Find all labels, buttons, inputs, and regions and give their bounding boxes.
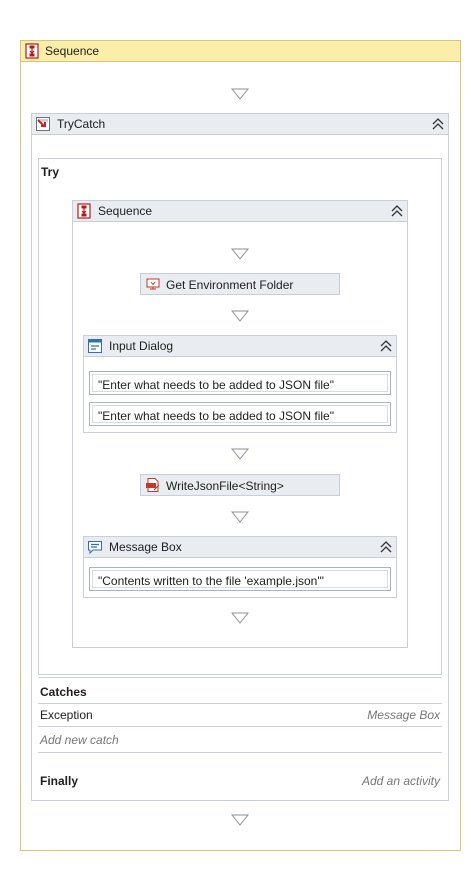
sequence-icon <box>76 203 92 219</box>
trycatch-title: TryCatch <box>57 117 106 131</box>
inner-sequence-header[interactable] <box>73 201 407 222</box>
catches-divider <box>38 677 442 678</box>
catch-handler[interactable]: Message Box <box>367 708 440 722</box>
outer-sequence-header[interactable] <box>21 41 460 62</box>
message-box-icon <box>87 539 103 555</box>
message-box-text-field[interactable] <box>89 567 391 591</box>
catch-row[interactable] <box>38 704 442 726</box>
input-dialog-label-field[interactable] <box>89 402 391 426</box>
collapse-icon[interactable] <box>390 204 404 218</box>
input-dialog-header[interactable] <box>84 336 396 357</box>
trycatch-icon <box>35 116 51 132</box>
drop-arrow-icon[interactable] <box>231 248 249 260</box>
write-json-file-label: WriteJsonFile<String> <box>166 479 284 493</box>
write-json-file-activity[interactable] <box>140 474 340 496</box>
catch-exception-type: Exception <box>40 708 93 722</box>
message-box-header[interactable] <box>84 537 396 558</box>
catches-label: Catches <box>40 685 87 699</box>
add-new-catch-link[interactable]: Add new catch <box>40 733 119 747</box>
write-json-icon <box>145 477 161 493</box>
drop-arrow-icon[interactable] <box>231 310 249 322</box>
finally-divider <box>38 752 442 753</box>
add-activity-link[interactable]: Add an activity <box>361 774 440 788</box>
get-environment-folder-activity[interactable] <box>140 273 340 295</box>
collapse-icon[interactable] <box>379 540 393 554</box>
input-dialog-icon <box>87 338 103 354</box>
input-dialog-title-field[interactable] <box>89 371 391 395</box>
input-dialog-title-value: "Enter what needs to be added to JSON file" <box>92 374 388 392</box>
inner-sequence-title: Sequence <box>98 204 153 218</box>
message-box-text-value: "Contents written to the file 'example.json'" <box>92 570 388 588</box>
sequence-icon <box>24 43 40 59</box>
drop-arrow-icon[interactable] <box>231 814 249 826</box>
input-dialog-label-value: "Enter what needs to be added to JSON file" <box>92 405 388 423</box>
drop-arrow-icon[interactable] <box>231 88 249 100</box>
drop-arrow-icon[interactable] <box>231 511 249 523</box>
finally-label: Finally <box>40 774 79 788</box>
get-environment-folder-label: Get Environment Folder <box>166 278 294 292</box>
message-box-activity[interactable] <box>83 536 397 598</box>
drop-arrow-icon[interactable] <box>231 612 249 624</box>
outer-sequence-title: Sequence <box>45 44 100 58</box>
input-dialog-activity[interactable] <box>83 335 397 433</box>
drop-arrow-icon[interactable] <box>231 448 249 460</box>
environment-folder-icon <box>145 276 161 292</box>
trycatch-header[interactable] <box>32 114 448 135</box>
try-label: Try <box>41 165 60 179</box>
catch-row-bottom-divider <box>38 726 442 727</box>
message-box-title: Message Box <box>109 540 182 554</box>
collapse-icon[interactable] <box>379 339 393 353</box>
collapse-icon[interactable] <box>431 117 445 131</box>
input-dialog-title: Input Dialog <box>109 339 174 353</box>
